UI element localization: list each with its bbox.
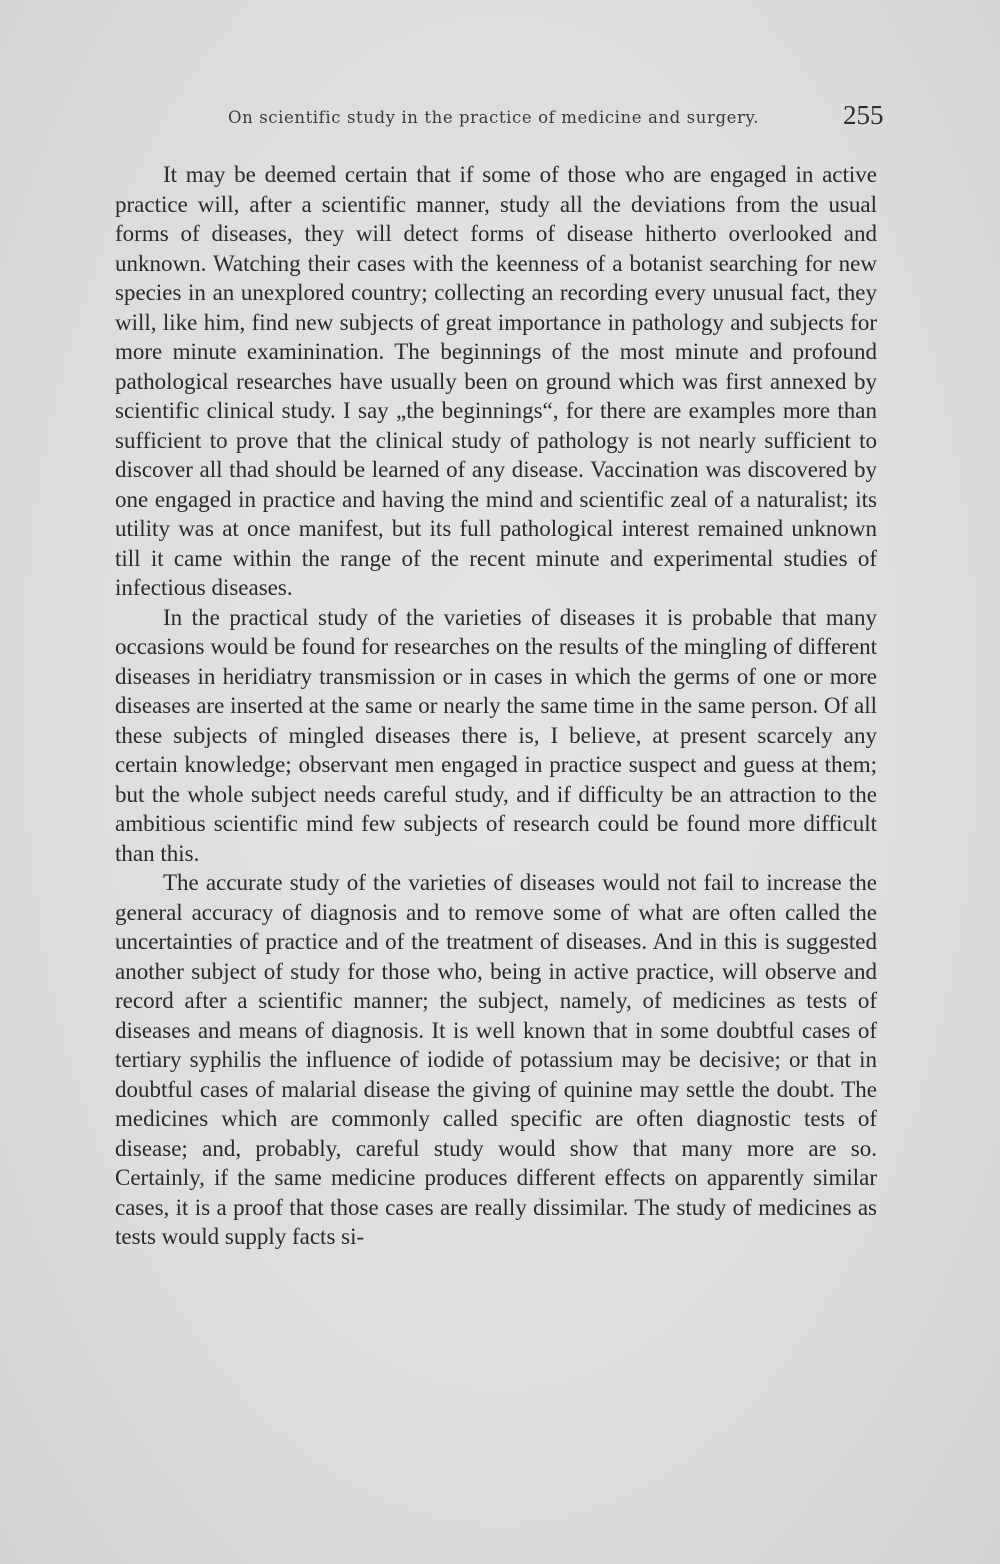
running-head: On scientific study in the practice of medicine and surgery. [228, 108, 760, 127]
paragraph-3: The accurate study of the varieties of diseases would not fail to increase the general accuracy of diagnosis and to remove some of what are often called the uncertainties of practice and of the treatment of diseases. And in this is suggested another subject of study for those who, being in active practice, will observe and record after a scientific manner; the subject, namely, of medicines as tests of diseases and means of diagnosis. It is well known that in some doubtful cases of tertiary syphilis the influence of iodide of potassium may be decisive; or that in doubtful cases of malarial disease the giving of quinine may settle the doubt. The medicines which are commonly called specific are often diagnostic tests of disease; and, probably, careful study would show that many more are so. Certainly, if the same medicine produces different effects on apparently similar cases, it is a proof that those cases are really dissimilar. The study of medicines as tests would supply facts si- [115, 870, 877, 1249]
body-text [115, 160, 877, 1252]
paragraph-2: In the practical study of the varieties of diseases it is probable that many occasions would be found for researches on the results of the mingling of different diseases in heridiatry transmission or in cases in which the germs of one or more diseases are inserted at the same or nearly the same time in the same person. Of all these subjects of mingled diseases there is, I believe, at present scarcely any certain knowledge; observant men engaged in practice suspect and guess at them; but the whole subject needs careful study, and if difficulty be an attraction to the ambitious scientific mind few subjects of research could be found more difficult than this. [115, 604, 877, 866]
paragraph-1: It may be deemed certain that if some of those who are engaged in active practice will, after a scientific manner, study all the deviations from the usual forms of diseases, they will detect forms of disease hitherto overlooked and unknown. Watching their cases with the keenness of a botanist searching for new species in an unexplored country; collecting an recording every unusual fact, they will, like him, find new subjects of great importance in pathology and subjects for more minute examinination. The beginnings of the most minute and profound pathological researches have usually been on ground which was first annexed by scientific clinical study. I say „the beginnings“, for there are examples more than sufficient to prove that the clinical study of pathology is not nearly sufficient to discover all thad should be learned of any disease. Vaccination was discovered by one engaged in practice and having the mind and scientific zeal of a naturalist; its utility was at once manifest, but its full pathological interest remained unknown till it came within the range of the recent minute and experimental studies of infectious diseases. [115, 162, 877, 600]
page-number: 255 [843, 100, 884, 130]
